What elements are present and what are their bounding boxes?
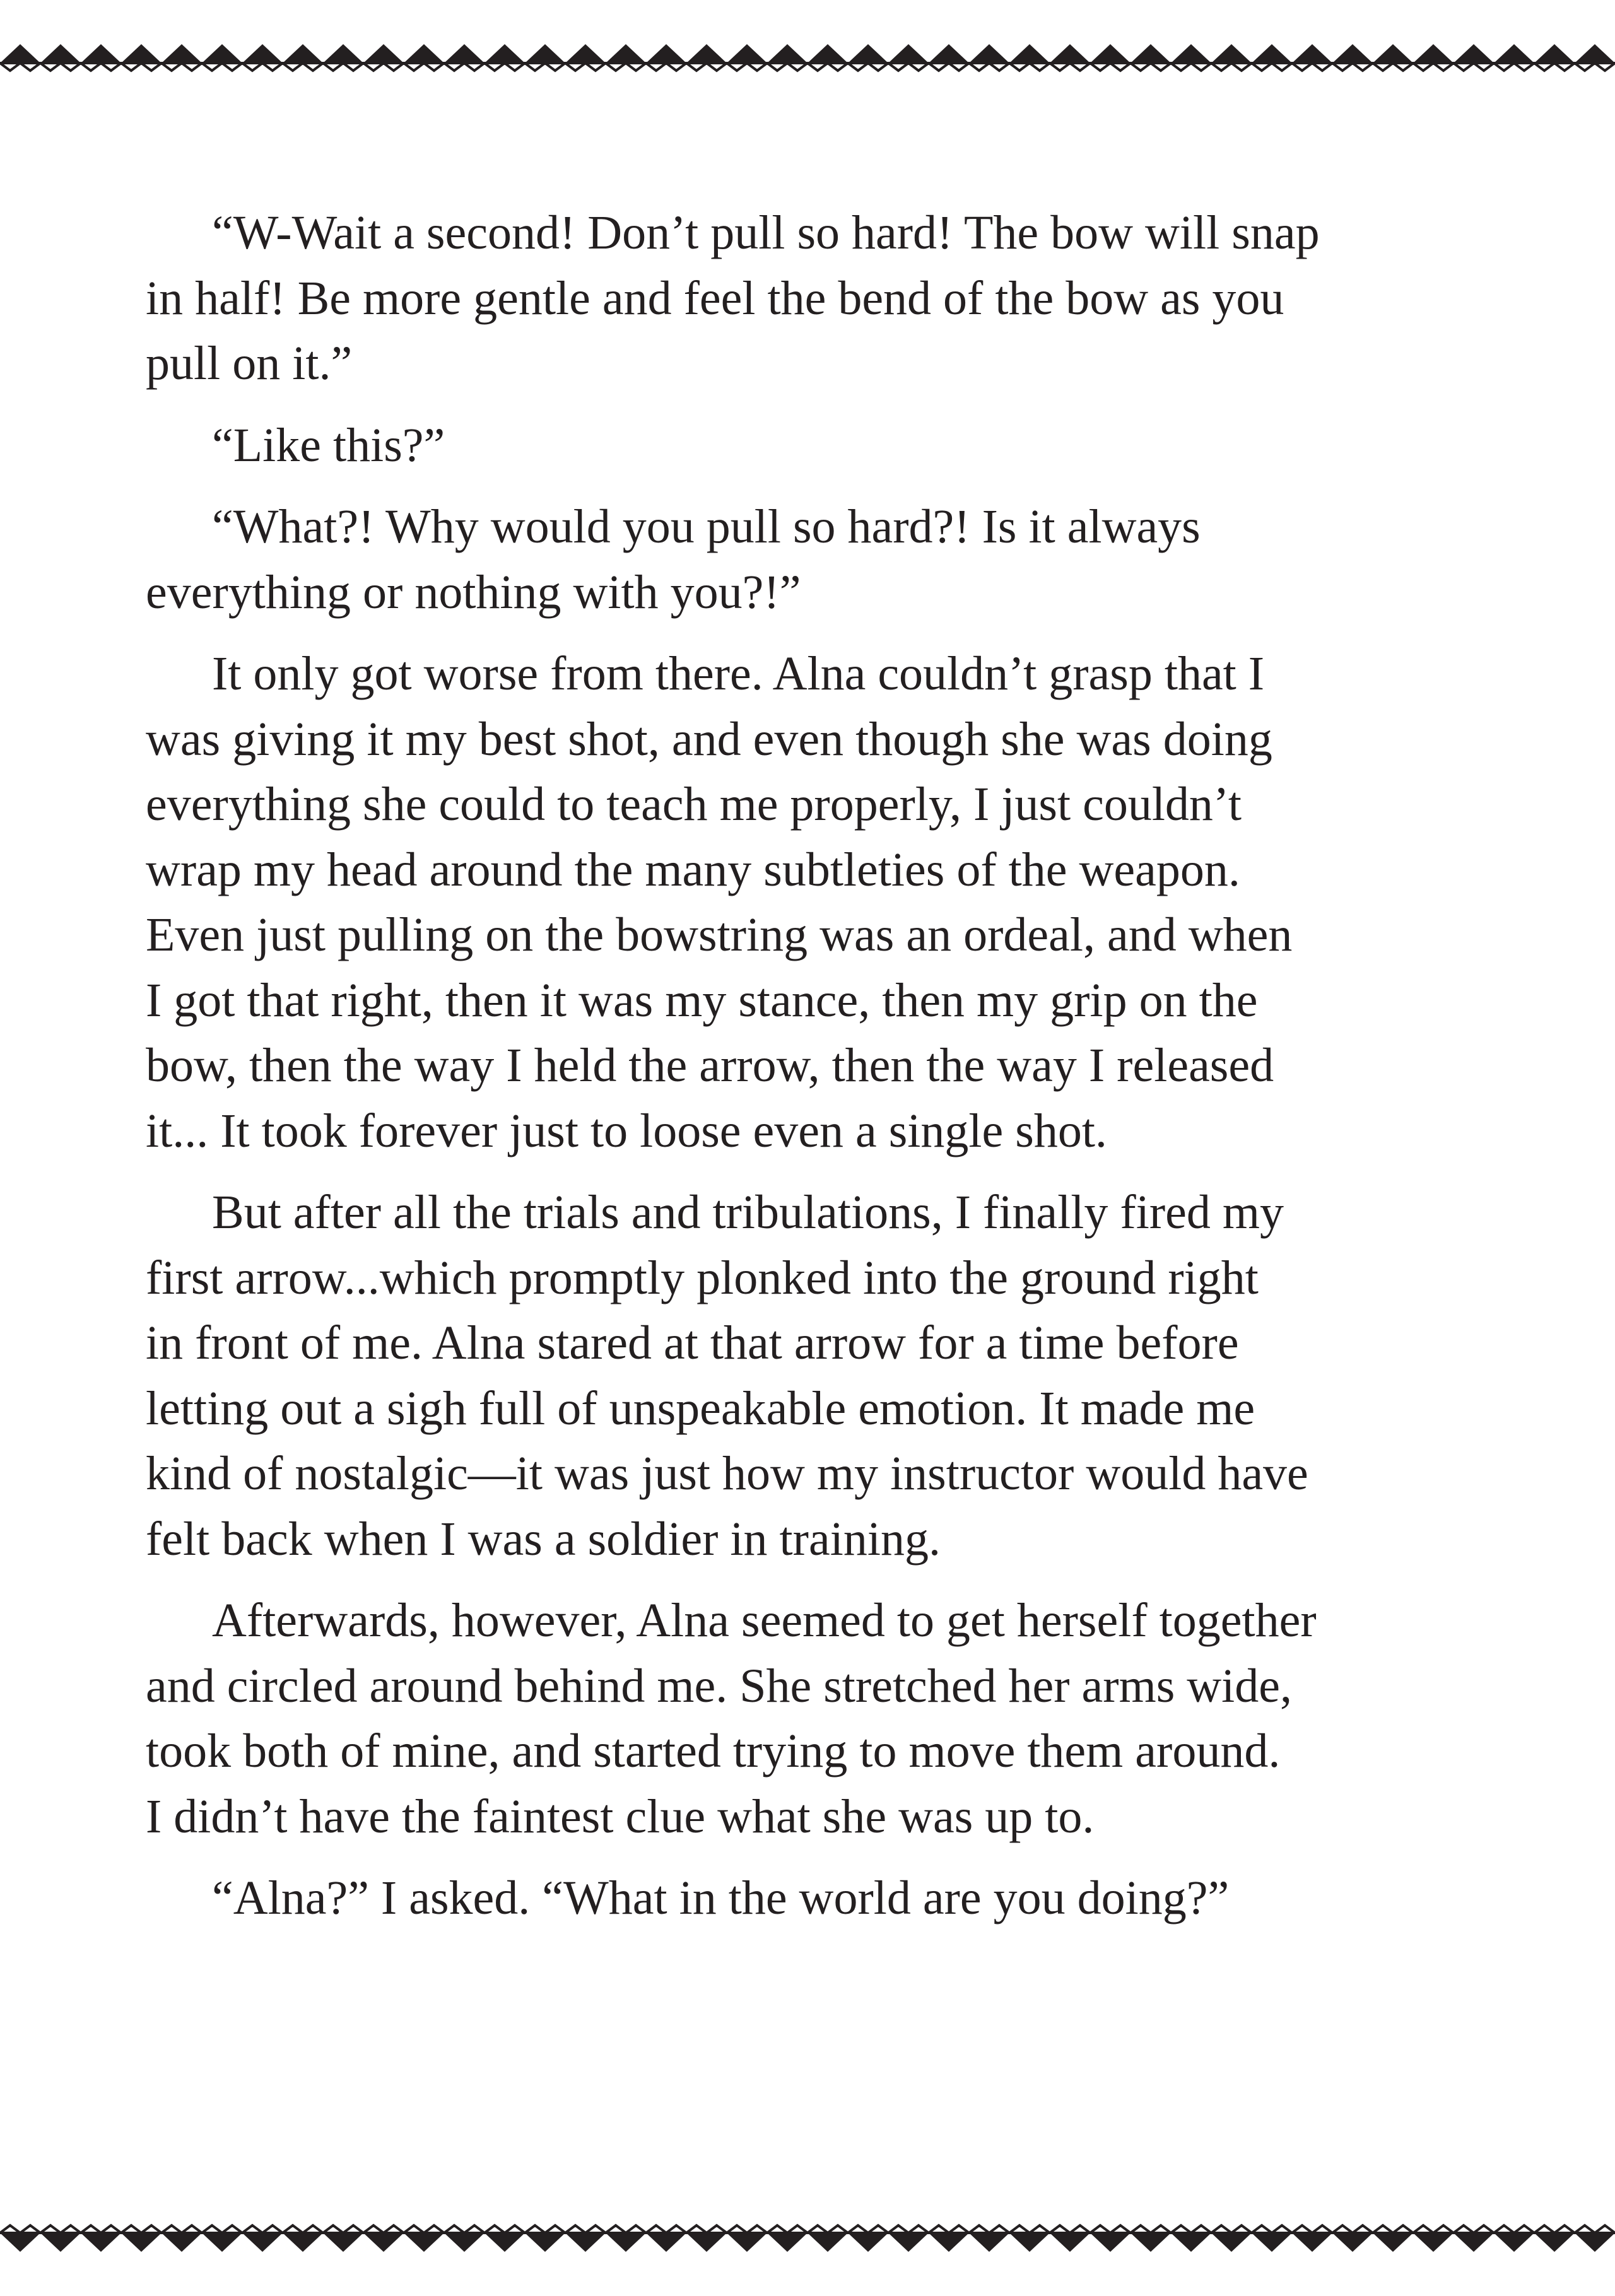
triangle-border-icon — [0, 0, 1615, 76]
paragraph-3: “What?! Why would you pull so hard?! Is it always everything or nothing with you?!” — [146, 500, 1201, 619]
border-zigzag — [0, 63, 1615, 71]
bottom-decorative-border — [0, 2220, 1615, 2296]
paragraph-1: “W-Wait a second! Don’t pull so hard! The bow will snap in half! Be more gentle and feel the bend of the bow as you pull on it.” — [146, 206, 1320, 390]
border-zigzag — [0, 2225, 1615, 2233]
paragraph-2: “Like this?” — [212, 418, 445, 472]
page-body — [146, 201, 1471, 1948]
paragraph-7: “Alna?” I asked. “What in the world are you doing?” — [212, 1871, 1230, 1924]
top-decorative-border — [0, 0, 1615, 76]
border-triangles — [0, 2233, 1615, 2252]
triangle-border-icon — [0, 2220, 1615, 2296]
paragraph-5: But after all the trials and tribulations, I finally fired my first arrow...which promptly plonked into the ground right in front of me. Alna stared at that arrow for a time before letting out a sigh full of unspeakable emotion. It made me kind of nostalgic—it was just how my instructor would have felt back when I was a soldier in training. — [146, 1186, 1308, 1566]
border-triangles — [0, 44, 1615, 63]
paragraph-6: Afterwards, however, Alna seemed to get herself together and circled around behind me. She stretched her arms wide, took both of mine, and started trying to move them around. I didn’t have the faintest clue what she was up to. — [146, 1594, 1317, 1843]
paragraph-4: It only got worse from there. Alna couldn’t grasp that I was giving it my best shot, and even though she was doing everything she could to teach me properly, I just couldn’t wrap my head around the many subtleties of the weapon. Even just pulling on the bowstring was an ordeal, and when I got that right, then it was my stance, then my grip on the bow, then the way I held the arrow, then the way I released it... It took forever just to loose even a single shot. — [146, 647, 1293, 1157]
